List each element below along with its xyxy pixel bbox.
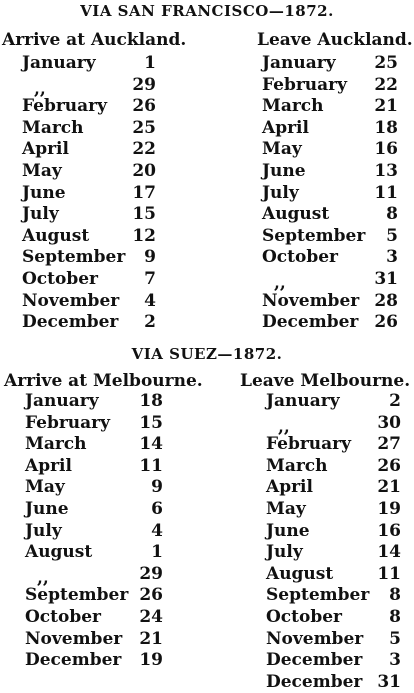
month-label: October: [262, 247, 339, 268]
schedule-row: [22, 247, 156, 269]
schedule-row: [25, 607, 163, 629]
schedule-row: [22, 291, 156, 313]
month-label: April: [25, 455, 72, 476]
schedule-row: [266, 672, 401, 693]
month-label: May: [22, 160, 62, 181]
schedule-row: [25, 391, 163, 413]
month-label: August: [25, 542, 93, 563]
day-value: 8: [386, 204, 398, 225]
day-value: 3: [386, 247, 398, 268]
arrive-auckland-heading: Arrive at Auckland.: [2, 30, 187, 50]
schedule-row: [266, 585, 401, 607]
month-label: March: [25, 434, 87, 455]
day-value: 31: [374, 268, 398, 289]
schedule-row: [25, 456, 163, 478]
month-label: September: [22, 247, 126, 268]
leave-melbourne-heading: Leave Melbourne.: [240, 371, 411, 391]
schedule-row: [262, 161, 398, 183]
ditto-mark: ,,: [278, 416, 290, 437]
leave-melbourne-list: [266, 391, 401, 693]
day-value: 29: [139, 563, 163, 584]
schedule-row: [262, 291, 398, 313]
month-label: September: [25, 585, 129, 606]
month-label: April: [262, 117, 309, 138]
month-label: February: [262, 74, 348, 95]
schedule-row: [22, 161, 156, 183]
day-value: 4: [144, 290, 156, 311]
day-value: 15: [139, 412, 163, 433]
schedule-row: [25, 564, 163, 586]
month-label: September: [262, 225, 366, 246]
day-value: 4: [151, 520, 163, 541]
schedule-row: [266, 521, 401, 543]
schedule-row: [25, 477, 163, 499]
schedule-row: [262, 53, 398, 75]
month-label: August: [266, 563, 334, 584]
month-label: October: [266, 606, 343, 627]
day-value: 26: [132, 96, 156, 117]
month-label: December: [266, 671, 363, 692]
arrive-auckland-list: [22, 53, 156, 334]
schedule-row: [25, 499, 163, 521]
day-value: 22: [132, 139, 156, 160]
day-value: 26: [139, 585, 163, 606]
schedule-row: [262, 75, 398, 97]
month-label: December: [266, 650, 363, 671]
section-title-suez: VIA SUEZ—1872.: [131, 345, 283, 363]
day-value: 31: [377, 671, 401, 692]
month-label: July: [25, 520, 62, 541]
schedule-row: [262, 118, 398, 140]
schedule-row: [25, 650, 163, 672]
month-label: November: [262, 290, 360, 311]
day-value: 8: [389, 606, 401, 627]
day-value: 25: [132, 117, 156, 138]
day-value: 13: [374, 160, 398, 181]
month-label: March: [262, 96, 324, 117]
ditto-mark: ,,: [274, 272, 286, 293]
day-value: 18: [139, 391, 163, 411]
day-value: 5: [386, 225, 398, 246]
schedule-row: [22, 75, 156, 97]
day-value: 18: [374, 117, 398, 138]
month-label: April: [266, 477, 313, 498]
schedule-row: [22, 269, 156, 291]
schedule-row: [25, 434, 163, 456]
schedule-row: [266, 434, 401, 456]
schedule-row: [22, 53, 156, 75]
schedule-row: [266, 456, 401, 478]
month-label: February: [22, 96, 108, 117]
schedule-row: [266, 413, 401, 435]
schedule-row: [22, 312, 156, 334]
schedule-row: [22, 183, 156, 205]
section-title-san-francisco: VIA SAN FRANCISCO—1872.: [80, 2, 334, 20]
month-label: December: [25, 650, 122, 671]
month-label: June: [22, 182, 66, 203]
day-value: 21: [139, 628, 163, 649]
schedule-row: [25, 413, 163, 435]
day-value: 20: [132, 160, 156, 181]
schedule-row: [25, 585, 163, 607]
day-value: 14: [139, 434, 163, 455]
month-label: November: [266, 628, 364, 649]
schedule-row: [22, 96, 156, 118]
day-value: 5: [389, 628, 401, 649]
day-value: 11: [377, 563, 401, 584]
day-value: 9: [151, 477, 163, 498]
month-label: November: [22, 290, 120, 311]
schedule-row: [262, 312, 398, 334]
day-value: 15: [132, 204, 156, 225]
schedule-row: [25, 542, 163, 564]
day-value: 12: [132, 225, 156, 246]
day-value: 1: [144, 53, 156, 73]
schedule-row: [25, 629, 163, 651]
month-label: June: [262, 160, 306, 181]
day-value: 2: [144, 312, 156, 333]
month-label: July: [22, 204, 59, 225]
schedule-row: [262, 96, 398, 118]
day-value: 27: [377, 434, 401, 455]
day-value: 7: [144, 268, 156, 289]
month-label: September: [266, 585, 370, 606]
month-label: January: [262, 53, 336, 73]
month-label: February: [25, 412, 111, 433]
schedule-row: [262, 247, 398, 269]
day-value: 16: [374, 139, 398, 160]
schedule-row: [262, 226, 398, 248]
day-value: 14: [377, 542, 401, 563]
day-value: 25: [374, 53, 398, 73]
schedule-row: [266, 629, 401, 651]
day-value: 3: [389, 650, 401, 671]
day-value: 24: [139, 606, 163, 627]
schedule-row: [266, 477, 401, 499]
day-value: 8: [389, 585, 401, 606]
schedule-row: [262, 269, 398, 291]
leave-auckland-heading: Leave Auckland.: [257, 30, 413, 50]
day-value: 26: [374, 312, 398, 333]
month-label: October: [22, 268, 99, 289]
month-label: July: [266, 542, 303, 563]
month-label: January: [25, 391, 99, 411]
month-label: May: [262, 139, 302, 160]
schedule-row: [266, 564, 401, 586]
day-value: 9: [144, 247, 156, 268]
day-value: 11: [139, 455, 163, 476]
day-value: 17: [132, 182, 156, 203]
day-value: 6: [151, 498, 163, 519]
schedule-row: [266, 542, 401, 564]
day-value: 30: [377, 412, 401, 433]
month-label: December: [262, 312, 359, 333]
month-label: December: [22, 312, 119, 333]
schedule-row: [262, 139, 398, 161]
ditto-mark: ,,: [37, 567, 49, 588]
day-value: 1: [151, 542, 163, 563]
schedule-row: [22, 226, 156, 248]
month-label: October: [25, 606, 102, 627]
schedule-row: [266, 391, 401, 413]
month-label: June: [266, 520, 310, 541]
month-label: August: [262, 204, 330, 225]
schedule-row: [262, 204, 398, 226]
month-label: July: [262, 182, 299, 203]
month-label: January: [22, 53, 96, 73]
day-value: 11: [374, 182, 398, 203]
day-value: 2: [389, 391, 401, 411]
month-label: March: [22, 117, 84, 138]
month-label: April: [22, 139, 69, 160]
month-label: February: [266, 434, 352, 455]
month-label: November: [25, 628, 123, 649]
arrive-melbourne-list: [25, 391, 163, 672]
schedule-row: [266, 607, 401, 629]
day-value: 28: [374, 290, 398, 311]
day-value: 19: [139, 650, 163, 671]
day-value: 19: [377, 498, 401, 519]
schedule-row: [266, 499, 401, 521]
month-label: May: [25, 477, 65, 498]
day-value: 22: [374, 74, 398, 95]
day-value: 21: [377, 477, 401, 498]
schedule-row: [22, 118, 156, 140]
month-label: May: [266, 498, 306, 519]
schedule-row: [22, 139, 156, 161]
day-value: 21: [374, 96, 398, 117]
ditto-mark: ,,: [34, 78, 46, 99]
day-value: 16: [377, 520, 401, 541]
schedule-row: [262, 183, 398, 205]
month-label: January: [266, 391, 340, 411]
month-label: March: [266, 455, 328, 476]
month-label: August: [22, 225, 90, 246]
schedule-row: [22, 204, 156, 226]
month-label: June: [25, 498, 69, 519]
arrive-melbourne-heading: Arrive at Melbourne.: [4, 371, 203, 391]
day-value: 26: [377, 455, 401, 476]
day-value: 29: [132, 74, 156, 95]
schedule-row: [266, 650, 401, 672]
leave-auckland-list: [262, 53, 398, 334]
schedule-row: [25, 521, 163, 543]
